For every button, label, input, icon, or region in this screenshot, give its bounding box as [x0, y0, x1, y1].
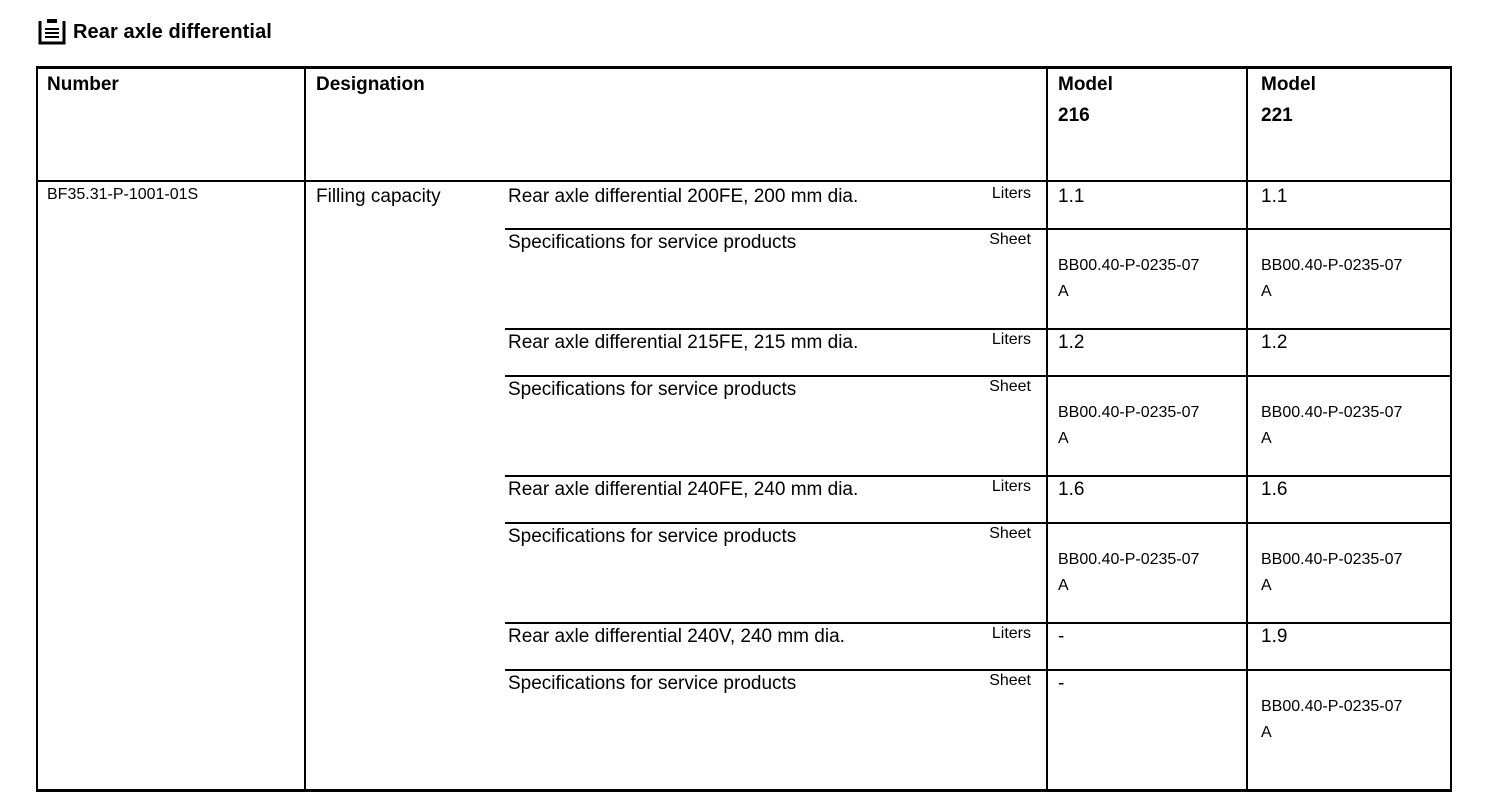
cell-sheet-221: BB00.40-P-0235-07: [1261, 698, 1403, 715]
cell-value-221: 1.9: [1261, 626, 1288, 647]
col-divider-number: [304, 66, 306, 790]
row-unit: Sheet: [989, 378, 1031, 395]
row-item: Specifications for service products: [508, 673, 797, 694]
table-bottom-border: [36, 789, 1452, 792]
row-unit: Liters: [991, 625, 1031, 642]
col-divider-model-216: [1046, 66, 1048, 790]
header-model-221-value: 221: [1261, 105, 1293, 126]
row-item: Specifications for service products: [508, 526, 797, 547]
row-item: Specifications for service products: [508, 232, 797, 253]
row-unit: Sheet: [989, 525, 1031, 542]
header-divider: [36, 180, 1452, 182]
cell-sheet-suffix-216: A: [1058, 283, 1069, 300]
row-unit: Sheet: [989, 672, 1031, 689]
header-model-221-label: Model: [1261, 74, 1316, 95]
cell-sheet-suffix-221: A: [1261, 430, 1272, 447]
document-number: BF35.31-P-1001-01S: [47, 186, 199, 203]
row-item: Rear axle differential 215FE, 215 mm dia.: [508, 332, 859, 353]
row-divider: [505, 228, 1452, 230]
header-number: Number: [47, 74, 119, 95]
header-designation: Designation: [316, 74, 425, 95]
header-model-216-value: 216: [1058, 105, 1090, 126]
cell-sheet-suffix-221: A: [1261, 577, 1272, 594]
filling-capacity-label: Filling capacity: [316, 186, 441, 207]
row-item: Specifications for service products: [508, 379, 797, 400]
table-top-border: [36, 66, 1452, 69]
row-item: Rear axle differential 240V, 240 mm dia.: [508, 626, 845, 647]
cell-sheet-221: BB00.40-P-0235-07: [1261, 257, 1403, 274]
cell-value-221: 1.2: [1261, 332, 1288, 353]
service-products-icon: [37, 19, 67, 46]
cell-value-216: -: [1058, 673, 1065, 694]
row-unit: Liters: [991, 478, 1031, 495]
row-divider: [505, 669, 1452, 671]
row-item: Rear axle differential 200FE, 200 mm dia.: [508, 186, 859, 207]
row-unit: Sheet: [989, 231, 1031, 248]
cell-sheet-216: BB00.40-P-0235-07: [1058, 404, 1200, 421]
cell-sheet-suffix-216: A: [1058, 430, 1069, 447]
cell-sheet-suffix-221: A: [1261, 724, 1272, 741]
row-divider: [505, 475, 1452, 477]
cell-sheet-216: BB00.40-P-0235-07: [1058, 551, 1200, 568]
cell-sheet-suffix-216: A: [1058, 577, 1069, 594]
cell-sheet-216: BB00.40-P-0235-07: [1058, 257, 1200, 274]
table-right-border: [1450, 66, 1452, 791]
row-unit: Liters: [991, 185, 1031, 202]
section-title-text: Rear axle differential: [73, 20, 272, 43]
col-divider-model-221: [1246, 66, 1248, 790]
row-divider: [505, 622, 1452, 624]
row-unit: Liters: [991, 331, 1031, 348]
row-item: Rear axle differential 240FE, 240 mm dia.: [508, 479, 859, 500]
row-divider: [505, 375, 1452, 377]
cell-sheet-221: BB00.40-P-0235-07: [1261, 551, 1403, 568]
cell-value-216: 1.1: [1058, 186, 1085, 207]
header-model-216-label: Model: [1058, 74, 1113, 95]
cell-value-221: 1.1: [1261, 186, 1288, 207]
cell-value-216: -: [1058, 626, 1065, 647]
cell-value-221: 1.6: [1261, 479, 1288, 500]
cell-value-216: 1.2: [1058, 332, 1085, 353]
table-left-border: [36, 66, 38, 791]
row-divider: [505, 522, 1452, 524]
cell-sheet-suffix-221: A: [1261, 283, 1272, 300]
cell-sheet-221: BB00.40-P-0235-07: [1261, 404, 1403, 421]
cell-value-216: 1.6: [1058, 479, 1085, 500]
section-title: [37, 17, 272, 47]
row-divider: [505, 328, 1452, 330]
